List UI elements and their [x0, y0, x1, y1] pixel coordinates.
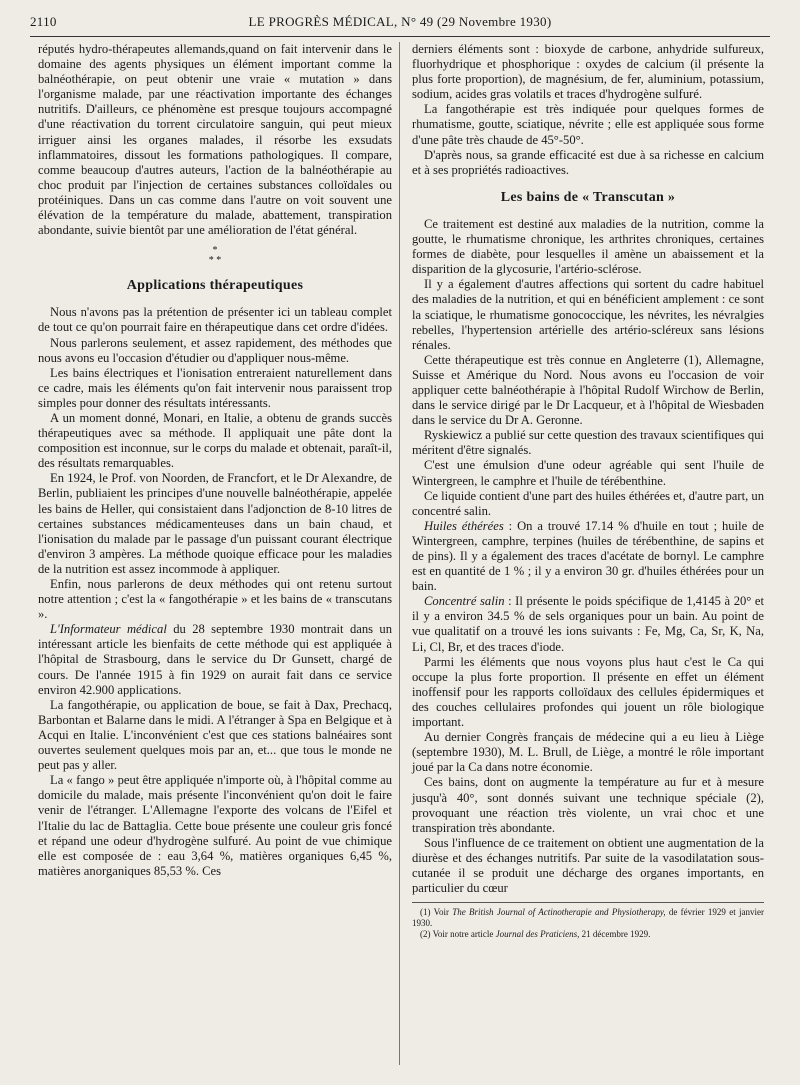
paragraph — [412, 519, 764, 594]
paragraph-text: : Il présente le poids spécifique de 1,4145 à 20° et il y a environ 34.5 % de sels organiques pour un bain. Au point de vue qualitatif on a trouvé les ions suivants : Fe, Mg, Ca, Sr, K, Na, Li, Cl, Br, et des traces d'iode. — [412, 594, 764, 654]
paragraph: réputés hydro-thérapeutes allemands,quand on fait intervenir dans le domaine des agents physiques un élément important comme la balnéothérapie, on peut obtenir une vraie « mutation » dans l'organisme malade, par une réactivation importante des échanges nutritifs. D'ailleurs, ce phénomène est presque toujours accompagné d'une réactivation du torrent circulatoire sanguin, qui peut mieux irriguer ainsi les organes malades, il résorbe les exsudats inflammatoires, dissout les formations pathologiques. Il compare, comme beaucoup d'autres auteurs, l'action de la balnéothérapie au choc produit par l'injection de certaines substances colloïdales ou protéiniques. Dans un cas comme dans l'autre on voit souvent une élévation de la température du malade, abattement, transpiration abondante, suivie bientôt par une amélioration de l'état général. — [38, 42, 392, 238]
footnote-text: de février 1929 et janvier 1930. — [412, 907, 764, 929]
footnotes — [412, 902, 764, 940]
paragraph: Au dernier Congrès français de médecine qui a eu lieu à Liège (septembre 1930), M. L. Brull, de Liège, a montré le rôle important joué par la Ca dans notre économie. — [412, 730, 764, 775]
paragraph: Parmi les éléments que nous voyons plus haut c'est le Ca qui occupe la plus forte proportion. Il présente en effet un élément inoffensif pour les rapports colloïdaux des cellules épidermiques et des couches cellulaires profondes qui jouent un rôle biologique important. — [412, 654, 764, 730]
journal-title: L'Informateur médical — [50, 622, 167, 637]
paragraph: Les bains électriques et l'ionisation entreraient naturellement dans ce cadre, mais les éléments qu'on fait intervenir nous paraissent trop simples pour donner des résultats intéressants. — [38, 365, 392, 410]
column-divider — [399, 42, 400, 1065]
paragraph: En 1924, le Prof. von Noorden, de Francfort, et le Dr Alexandre, de Berlin, publiaient les principes d'une nouvelle balnéothérapie, appelée les bains de Heller, qui consistaient dans l'adjonction de 8-10 litres de certaines substances médicamenteuses dans un bain chaud, et l'ionisation du malade par le passage d'un puissant courant électrique d'environ 3 ampères. La méthode quoique efficace pour les maladies de la nutrition est assez incommode à appliquer. — [38, 471, 392, 576]
section-heading: Les bains de « Transcutan » — [500, 189, 676, 205]
paragraph: D'après nous, sa grande efficacité est due à sa richesse en calcium et à ses propriétés radioactives. — [412, 147, 764, 177]
footnote — [412, 929, 764, 940]
paragraph: Ce liquide contient d'une part des huiles éthérées et, d'autre part, un concentré salin. — [412, 488, 764, 518]
page-number: 2110 — [30, 14, 57, 29]
paragraph: Ces bains, dont on augmente la température au fur et à mesure jusqu'à 40°, sont donnés suivant une technique spéciale (2), provoquant une réaction très violente, un vrai choc et une transpiration très abondante. — [412, 775, 764, 835]
paragraph: Sous l'influence de ce traitement on obtient une augmentation de la diurèse et des échanges nutritifs. Par suite de la vasodilatation sous-cutanée il se produit une décharge des organes importants, en particulier du cœur — [412, 835, 764, 896]
footnote-journal: The British Journal of Actinotherapie and Physiotherapy, — [452, 907, 666, 918]
paragraph: La fangothérapie, ou application de boue, se fait à Dax, Prechacq, Barbontan et Balarne dans le midi. A l'étranger à Spa en Belgique et à Acqui en Italie. L'inconvénient c'est que ces stations balnéaires sont ouvertes seulement quelques mois par an, et... que tous le monde ne peut pas y aller. — [38, 697, 392, 773]
footnote-text: 21 décembre 1929. — [579, 929, 651, 940]
paragraph — [38, 622, 392, 697]
running-title: LE PROGRÈS MÉDICAL, N° 49 (29 Novembre 1930) — [248, 14, 552, 29]
paragraph: Il y a également d'autres affections qui sortent du cadre habituel des maladies de la nutrition, et qui en bénéficient amplement : ce sont la sciatique, le rhumatisme gonococcique, les névrites, les névralgies rebelles, l'hypertension artérielle des artério-scléreux sans lésions rénales. — [412, 277, 764, 352]
paragraph — [412, 594, 764, 654]
footnote-journal: Journal des Praticiens, — [495, 929, 580, 940]
paragraph: La « fango » peut être appliquée n'importe où, à l'hôpital comme au domicile du malade, mais présente l'inconvénient qu'on doit le faire venir de l'étranger. L'Allemagne l'exporte des volcans de l'Eifel et l'Italie du lac de Battaglia. Cette boue présente une couleur gris foncé et répand une odeur d'hydrogène sulfuré. Au point de vue chimique elle est composée de : eau 3,64 %, matières organiques 6,45 %, matières anorganiques 85,53 %. Ces — [38, 773, 392, 878]
section-separator — [38, 246, 392, 266]
left-column — [38, 42, 392, 879]
paragraph: La fangothérapie est très indiquée pour quelques formes de rhumatisme, goutte, sciatique, névrite ; elle est appliquée sous forme d'une pâte très chaude de 45°-50°. — [412, 102, 764, 147]
paragraph: Ce traitement est destiné aux maladies de la nutrition, comme la goutte, le rhumatisme chronique, les arthrites chroniques, certaines formes de diabète, pour lesquelles il amène un abaissement et la disparition de la glycosurie, l'artério-sclérose. — [412, 216, 764, 277]
paragraph: Enfin, nous parlerons de deux méthodes qui ont retenu surtout notre attention ; c'est la « fangothérapie » et les bains de « transcutans ». — [38, 577, 392, 622]
subheading-italic: Huiles éthérées — [424, 518, 504, 533]
paragraph-text: du 28 septembre 1930 montrait dans un intéressant article les bienfaits de cette méthode qui est appliquée à l'hôpital de Strasbourg, dans le service du Dr Gunsett, chargé de cours. De l'année 1915 à fin 1929 on aurait fait dans ce service environ 42.900 applications. — [38, 622, 393, 697]
paragraph: Nous parlerons seulement, et assez rapidement, des méthodes que nous avons eu l'occasion d'étudier ou d'appliquer nous-même. — [38, 335, 392, 365]
right-column — [412, 42, 764, 940]
paragraph: Ryskiewicz a publié sur cette question des travaux scientifiques qui méritent d'être signalés. — [412, 428, 764, 458]
page-header — [30, 14, 770, 36]
separator-stars: * * * — [208, 245, 222, 267]
paragraph: C'est une émulsion d'une odeur agréable qui sent l'huile de Wintergreen, le camphre et l'huile de térébenthine. — [412, 458, 764, 488]
footnote-text: (2) Voir notre article — [420, 929, 496, 940]
footnote — [412, 907, 764, 929]
header-rule — [30, 36, 770, 37]
footnote-text: (1) Voir — [420, 907, 453, 918]
subheading-italic: Concentré salin — [424, 594, 505, 609]
paragraph: derniers éléments sont : bioxyde de carbone, anhydride sulfureux, fluorhydrique et phosphorique : oxydes de calcium (il présente la plus forte proportion), de magnésium, de fer, aluminium, potassium, sodium, acides gras volatils et traces d'hydrogène sulfuré. — [412, 42, 764, 102]
paragraph: A un moment donné, Monari, en Italie, a obtenu de grands succès thérapeutiques avec sa méthode. Il appliquait une pâte dont la composition est inconnue, sur le corps du malade et obtenait, paraît-il, des résultats remarquables. — [38, 410, 392, 471]
paragraph-text: : On a trouvé 17.14 % d'huile en tout ; huile de Wintergreen, camphre, terpines (huiles de térébenthine, de sapins et de pins). Il y a également des traces d'acétate de bornyl. Le camphre est en quantité de 1 % ; il y a environ 30 gr. d'huiles éthérées pour un bain. — [412, 518, 764, 594]
section-heading: Applications thérapeutiques — [126, 278, 304, 294]
paragraph: Cette thérapeutique est très connue en Angleterre (1), Allemagne, Suisse et Amérique du Nord. Nous avons eu l'occasion de voir appliquer cette balnéothérapie à l'hôpital Rudolf Wirchow de Berlin, dans le service dirigé par le Dr Lacqueur, et à l'hôpital de Wiesbaden dans le service du Dr A. Geronne. — [412, 352, 764, 428]
paragraph: Nous n'avons pas la prétention de présenter ici un tableau complet de tout ce qu'on pourrait faire en thérapeutique dans cet ordre d'idées. — [38, 305, 392, 335]
